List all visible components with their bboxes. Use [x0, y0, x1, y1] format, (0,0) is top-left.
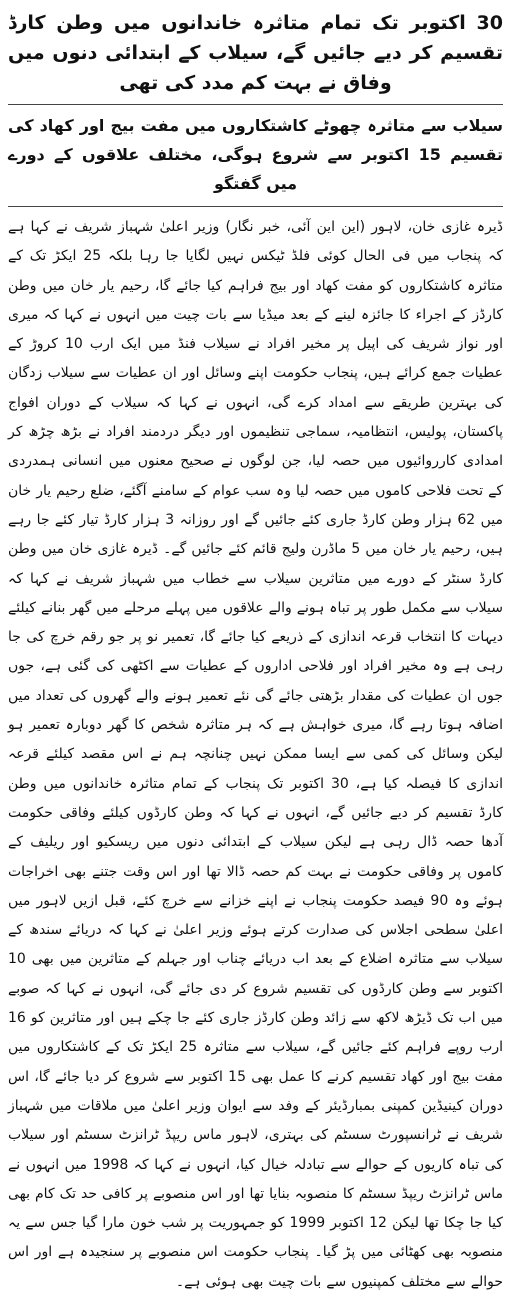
article-headline: 30 اکتوبر تک تمام متاثرہ خاندانوں میں وطن کارڈ تقسیم کر دیے جائیں گے، سیلاب کے ابتدائی دنوں میں وفاق نے بہت کم مدد کی تھی — [8, 12, 503, 94]
article-subheadline: سیلاب سے متاثرہ چھوٹے کاشتکاروں میں مفت بیج اور کھاد کی تقسیم 15 اکتوبر سے شروع ہوگی، مختلف علاقوں کے دورے میں گفتگو — [8, 116, 504, 193]
article-body: ڈیرہ غازی خان، لاہور (این این آئی، خبر نگار) وزیر اعلیٰ شہباز شریف نے کہا ہے کہ پنجاب میں فی الحال کوئی فلڈ ٹیکس نہیں لگایا جا رہا بلکہ 25 ایکڑ تک کے متاثرہ کاشتکاروں کو مفت کھاد اور بیج فراہم کیا جائے گا، رحیم یار خان میں وطن کارڈز کے اجراء کا جائزہ لینے کے بعد میڈیا سے بات چیت میں انہوں نے کہا کہ میری اور نواز شریف کی اپیل پر مخیر افراد نے سیلاب فنڈ میں ایک ارب 10 کروڑ کے عطیات جمع کرائے ہیں، پنجاب حکومت اپنے وسائل اور ان عطیات سے سیلاب زدگان کی بہترین طریقے سے امداد کرے گی، انہوں نے کہا کہ سیلاب کے دوران افواج پاکستان، پولیس، انتظامیہ، سماجی تنظیموں اور دیگر دردمند افراد نے بڑھ چڑھ کر امدادی کارروائیوں میں حصہ لیا، جن لوگوں نے صحیح معنوں میں انسانی ہمدردی کے تحت فلاحی کاموں میں حصہ لیا وہ سب عوام کے سامنے آگئے، ضلع رحیم یار خان میں 62 ہزار وطن کارڈ جاری کئے جائیں گے اور روزانہ 3 ہزار کارڈ تیار کئے جا رہے ہیں، رحیم یار خان میں 5 ماڈرن ولیج قائم کئے جائیں گے۔ ڈیرہ غازی خان میں وطن کارڈ سنٹر کے دورے میں متاثرین سیلاب سے خطاب میں شہباز شریف نے کہا کہ سیلاب سے مکمل طور پر تباہ ہونے والے علاقوں میں پہلے مرحلے میں گھر بنانے کیلئے دیہات کا انتخاب قرعہ اندازی کے ذریعے کیا جائے گا، تعمیر نو پر جو رقم خرچ کی جا رہی ہے وہ مخیر افراد اور فلاحی اداروں کے عطیات سے اکٹھی کی گئی ہے، جوں جوں ان عطیات کی مقدار بڑھتی جائے گی نئے تعمیر ہونے والے گھروں کی تعداد میں اضافہ ہوتا رہے گا، میری خواہش ہے کہ ہر متاثرہ شخص کا گھر دوبارہ تعمیر ہو لیکن وسائل کی کمی سے ایسا ممکن نہیں چنانچہ ہم نے اس مقصد کیلئے قرعہ اندازی کا فیصلہ کیا ہے، 30 اکتوبر تک پنجاب کے تمام متاثرہ خاندانوں میں وطن کارڈ تقسیم کر دیے جائیں گے، انہوں نے کہا کہ وطن کارڈوں کیلئے وفاقی حکومت آدھا حصہ ڈال رہی ہے لیکن سیلاب کے ابتدائی دنوں میں ریسکیو اور ریلیف کے کاموں پر وفاقی حکومت نے بہت کم حصہ ڈالا تھا اور اس وقت جتنے بھی اخراجات ہوئے وہ 90 فیصد حکومت پنجاب نے اپنے خزانے سے خرچ کئے، قبل ازیں لاہور میں اعلیٰ سطحی اجلاس کی صدارت کرتے ہوئے وزیر اعلیٰ نے کہا کہ دریائے سندھ کے سیلاب سے متاثرہ اضلاع کے بعد اب دریائے چناب اور جہلم کے متاثرین میں بھی 10 اکتوبر سے وطن کارڈوں کی تقسیم شروع کر دی جائے گی، انہوں نے کہا کہ صوبے میں اب تک ڈیڑھ لاکھ سے زائد وطن کارڈز جاری کئے جا چکے ہیں اور متاثرین کو 16 ارب روپے فراہم کئے جائیں گے، سیلاب سے متاثرہ 25 ایکڑ تک کے کاشتکاروں میں مفت بیج اور کھاد تقسیم کرنے کا عمل بھی 15 اکتوبر سے شروع کر دیا جائے گا، اس دوران کینیڈین کمپنی بمبارڈیئر کے وفد سے ایوان وزیر اعلیٰ میں ملاقات میں شہباز شریف نے ٹرانسپورٹ سسٹم کی بہتری، لاہور ماس ریپڈ ٹرانزٹ سسٹم اور سیلاب کی تباہ کاریوں کے حوالے سے تبادلہ خیال کیا، انہوں نے کہا کہ 1998 میں انہوں نے ماس ٹرانزٹ ریپڈ سسٹم کا منصوبہ بنایا تھا اور اس منصوبے پر کافی حد تک کام بھی کیا جا چکا تھا لیکن 12 اکتوبر 1999 کو جمہوریت پر شب خون مارا گیا جس سے یہ منصوبہ بھی کھٹائی میں پڑ گیا۔ پنجاب حکومت اس منصوبے پر سنجیدہ ہے اور اس حوالے سے مختلف کمپنیوں سے بات چیت بھی ہوئی ہے۔ — [8, 219, 504, 1290]
subheadline-divider — [8, 206, 503, 207]
headline-divider — [8, 104, 503, 105]
